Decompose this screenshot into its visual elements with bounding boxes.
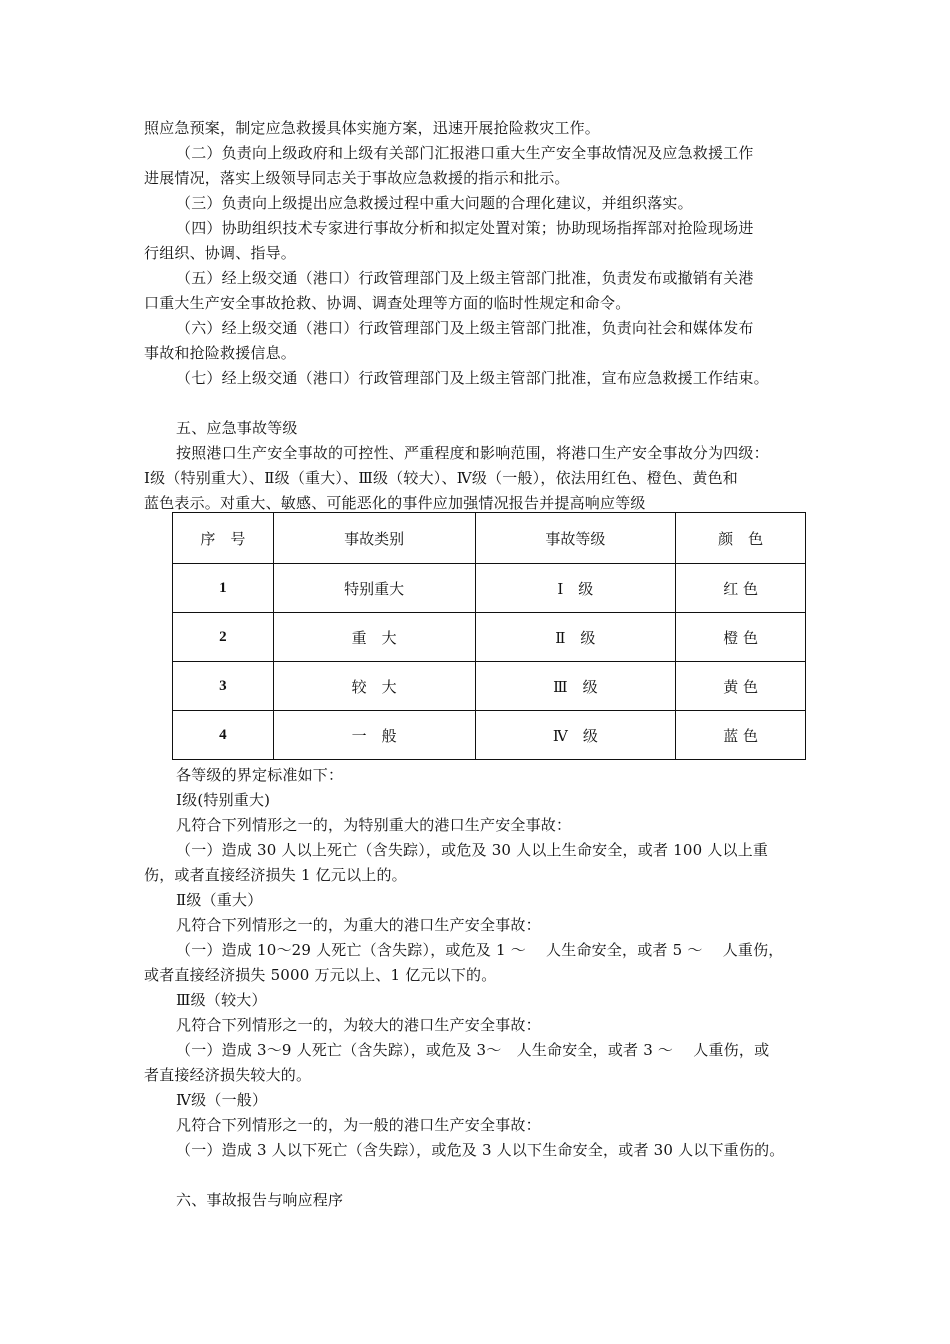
accident-grade-table	[172, 512, 806, 760]
cell-category: 特别重大	[273, 564, 475, 613]
paragraph-item-6: （六）经上级交通（港口）行政管理部门及上级主管部门批准，负责向社会和媒体发布	[176, 319, 754, 337]
grade-title-3: Ⅲ级（较大）	[176, 991, 267, 1009]
paragraph-line: 照应急预案，制定应急救援具体实施方案，迅速开展抢险救灾工作。	[144, 119, 601, 137]
grade-item-4: （一）造成 3 人以下死亡（含失踪），或危及 3 人以下生命安全，或者 30 人以下重伤的。	[176, 1141, 785, 1159]
grade-title-1: Ⅰ级(特别重大)	[176, 791, 271, 809]
cell-grade: Ⅳ 级	[475, 711, 676, 760]
cell-color: 橙 色	[676, 613, 806, 662]
grade-title-2: Ⅱ级（重大）	[176, 891, 263, 909]
header-cell: 事故等级	[475, 513, 676, 564]
header-cell: 颜 色	[676, 513, 806, 564]
grade-title-4: Ⅳ级（一般）	[176, 1091, 268, 1109]
grade-item-3-cont: 者直接经济损失较大的。	[144, 1066, 312, 1084]
grade-item-2-cont: 或者直接经济损失 5000 万元以上、1 亿元以下的。	[144, 966, 497, 984]
cell-category: 重 大	[273, 613, 475, 662]
table-row	[173, 564, 806, 613]
paragraph-line: 口重大生产安全事故抢救、协调、调查处理等方面的临时性规定和命令。	[144, 294, 631, 312]
section-heading-6: 六、事故报告与响应程序	[176, 1191, 344, 1209]
section-intro-line: 蓝色表示。对重大、敏感、可能恶化的事件应加强情况报告并提高响应等级	[144, 494, 646, 512]
paragraph-item-3: （三）负责向上级提出应急救援过程中重大问题的合理化建议，并组织落实。	[176, 194, 693, 212]
paragraph-line: 进展情况，落实上级领导同志关于事故应急救援的指示和批示。	[144, 169, 570, 187]
table-header-row	[173, 513, 806, 564]
paragraph-item-2: （二）负责向上级政府和上级有关部门汇报港口重大生产安全事故情况及应急救援工作	[176, 144, 754, 162]
table-row	[173, 613, 806, 662]
cell-grade: Ⅲ 级	[475, 662, 676, 711]
grade-item-2: （一）造成 10～29 人死亡（含失踪），或危及 1 ～ 人生命安全，或者 5 ～ 人重伤，	[176, 941, 784, 959]
table-row	[173, 711, 806, 760]
table-row	[173, 662, 806, 711]
grade-lead-4: 凡符合下列情形之一的，为一般的港口生产安全事故：	[176, 1116, 541, 1134]
section-intro-line: 按照港口生产安全事故的可控性、严重程度和影响范围，将港口生产安全事故分为四级：	[176, 444, 769, 462]
cell-color: 蓝 色	[676, 711, 806, 760]
cell-category: 一 般	[273, 711, 475, 760]
header-cell: 序 号	[173, 513, 274, 564]
cell-number: 3	[173, 662, 274, 711]
section-heading-5: 五、应急事故等级	[176, 419, 298, 437]
paragraph-line: 事故和抢险救援信息。	[144, 344, 297, 362]
criteria-intro: 各等级的界定标准如下：	[176, 766, 344, 784]
grade-item-1-cont: 伤，或者直接经济损失 1 亿元以上的。	[144, 866, 407, 884]
section-intro-line: Ⅰ级（特别重大）、Ⅱ级（重大）、Ⅲ级（较大）、Ⅳ级（一般），依法用红色、橙色、黄色和	[144, 469, 738, 487]
cell-grade: Ⅰ 级	[475, 564, 676, 613]
cell-number: 4	[173, 711, 274, 760]
grade-item-1: （一）造成 30 人以上死亡（含失踪），或危及 30 人以上生命安全，或者 100 人以上重	[176, 841, 769, 859]
cell-number: 2	[173, 613, 274, 662]
header-cell: 事故类别	[273, 513, 475, 564]
paragraph-line: 行组织、协调、指导。	[144, 244, 297, 262]
grade-lead-3: 凡符合下列情形之一的，为较大的港口生产安全事故：	[176, 1016, 541, 1034]
grade-lead-2: 凡符合下列情形之一的，为重大的港口生产安全事故：	[176, 916, 541, 934]
cell-number: 1	[173, 564, 274, 613]
cell-color: 红 色	[676, 564, 806, 613]
paragraph-item-5: （五）经上级交通（港口）行政管理部门及上级主管部门批准，负责发布或撤销有关港	[176, 269, 754, 287]
paragraph-item-4: （四）协助组织技术专家进行事故分析和拟定处置对策；协助现场指挥部对抢险现场进	[176, 219, 754, 237]
cell-category: 较 大	[273, 662, 475, 711]
paragraph-item-7: （七）经上级交通（港口）行政管理部门及上级主管部门批准，宣布应急救援工作结束。	[176, 369, 769, 387]
grade-item-3: （一）造成 3～9 人死亡（含失踪），或危及 3～ 人生命安全，或者 3 ～ 人重伤，或	[176, 1041, 770, 1059]
cell-grade: Ⅱ 级	[475, 613, 676, 662]
grade-lead-1: 凡符合下列情形之一的，为特别重大的港口生产安全事故：	[176, 816, 572, 834]
cell-color: 黄 色	[676, 662, 806, 711]
